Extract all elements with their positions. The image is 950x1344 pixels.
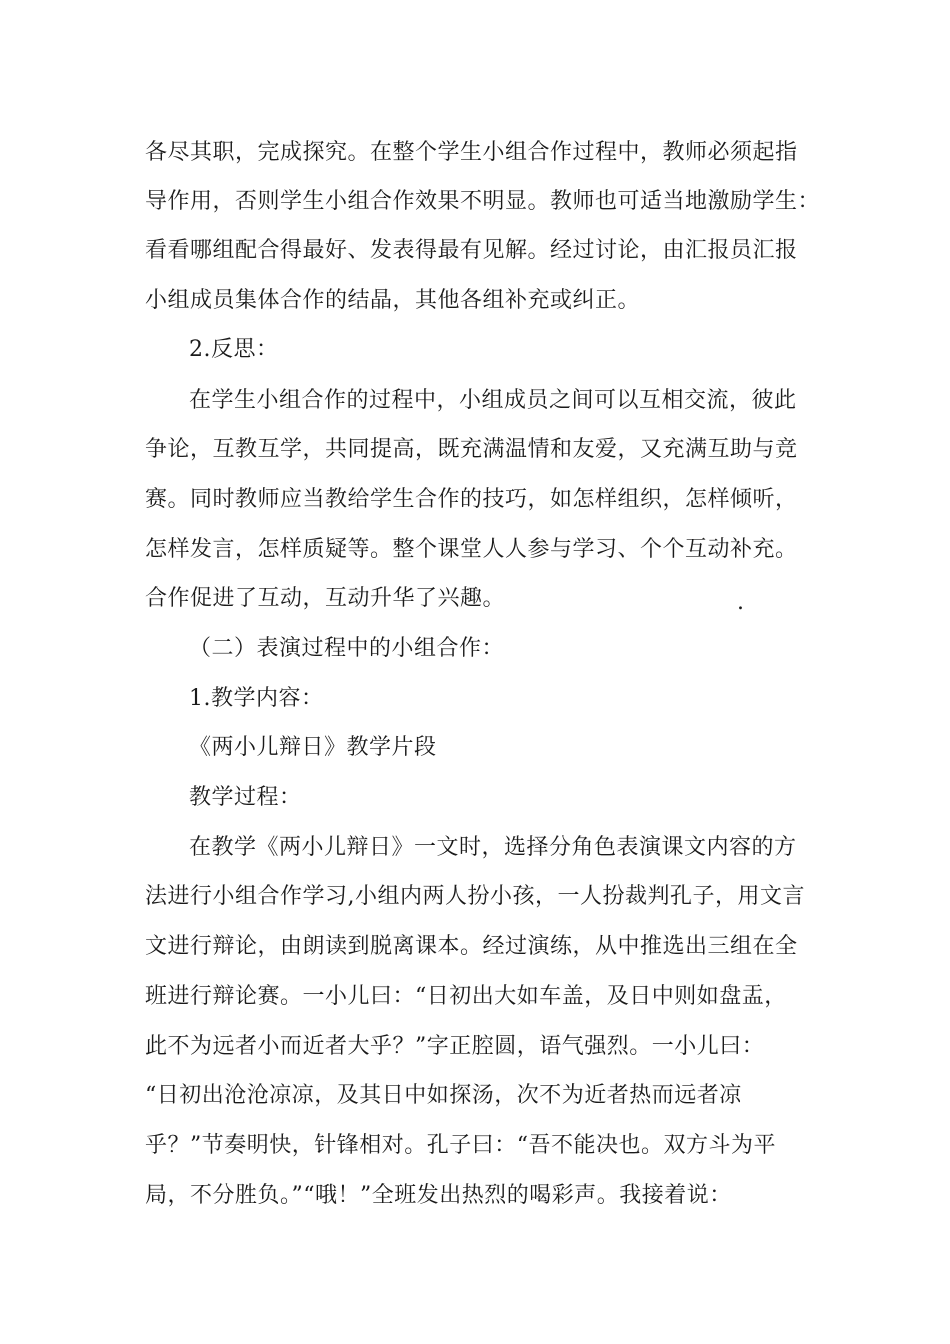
paragraph-line: 局，不分胜负。”“哦！”全班发出热烈的喝彩声。我接着说：: [145, 1183, 732, 1208]
paragraph-line: 怎样发言，怎样质疑等。整个课堂人人参与学习、个个互动补充。: [145, 537, 798, 562]
section-heading: 1.教学内容：: [189, 686, 324, 711]
paragraph-line: 此不为远者小而近者大乎？”字正腔圆，语气强烈。一小儿曰：: [145, 1034, 765, 1059]
paragraph-line: 看看哪组配合得最好、发表得最有见解。经过讨论，由汇报员汇报: [145, 238, 798, 263]
section-heading: 《两小儿辩日》教学片段: [189, 735, 437, 760]
paragraph-line: 导作用，否则学生小组合作效果不明显。教师也可适当地激励学生：: [145, 189, 821, 214]
paragraph-line: 小组成员集体合作的结晶，其他各组补充或纠正。: [145, 288, 641, 313]
section-heading: 2.反思：: [189, 337, 279, 362]
paragraph-line: “日初出沧沧凉凉，及其日中如探汤，次不为近者热而远者凉: [145, 1083, 742, 1108]
paragraph-line: 文进行辩论，由朗读到脱离课本。经过演练，从中推选出三组在全: [145, 934, 798, 959]
section-heading: 教学过程：: [189, 785, 302, 810]
paragraph-line: 班进行辩论赛。一小儿曰：“日初出大如车盖，及日中则如盘盂，: [145, 984, 787, 1009]
paragraph-line: 在学生小组合作的过程中，小组成员之间可以互相交流，彼此: [189, 388, 797, 413]
section-heading: （二）表演过程中的小组合作：: [189, 636, 505, 661]
paragraph-line: 合作促进了互动，互动升华了兴趣。: [145, 586, 506, 611]
stray-mark: .: [737, 590, 744, 615]
paragraph-line: 赛。同时教师应当教给学生合作的技巧，如怎样组织，怎样倾听，: [145, 487, 798, 512]
paragraph-line: 各尽其职，完成探究。在整个学生小组合作过程中，教师必须起指: [145, 140, 798, 165]
paragraph-line: 乎？”节奏明快，针锋相对。孔子曰：“吾不能决也。双方斗为平: [145, 1133, 776, 1158]
paragraph-line: 在教学《两小儿辩日》一文时，选择分角色表演课文内容的方: [189, 835, 797, 860]
paragraph-line: 法进行小组合作学习,小组内两人扮小孩，一人扮裁判孔子，用文言: [145, 884, 805, 909]
paragraph-line: 争论，互教互学，共同提高，既充满温情和友爱，又充满互助与竞: [145, 437, 798, 462]
